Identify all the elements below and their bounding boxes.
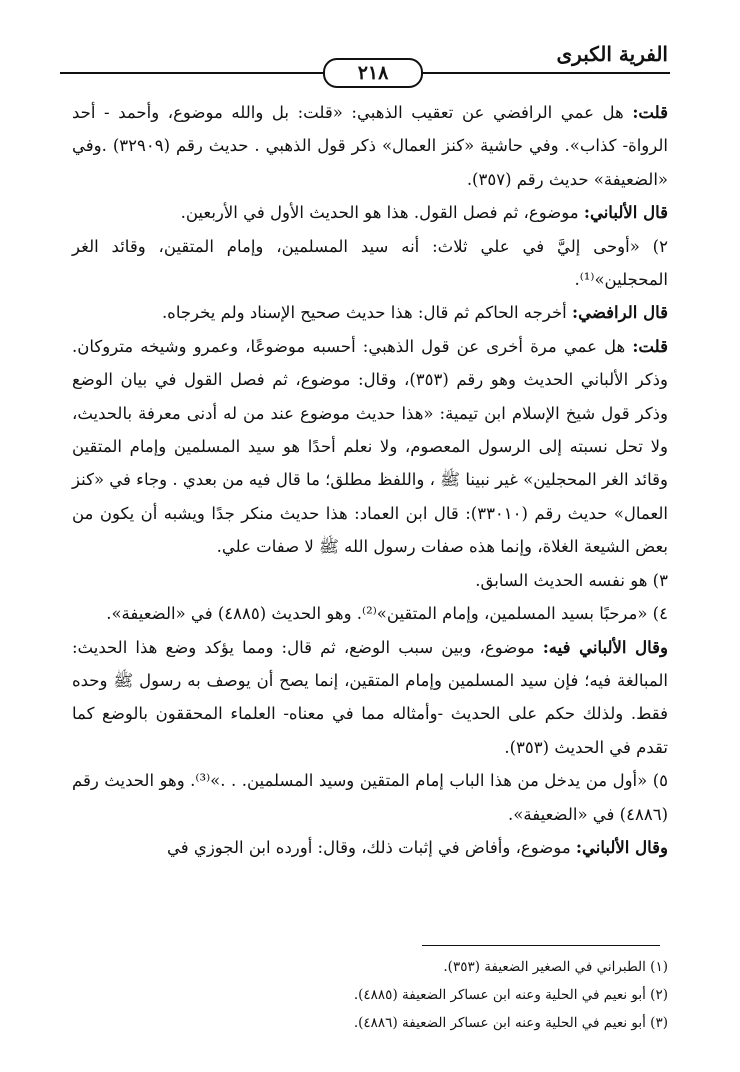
footnote-rule [422, 945, 660, 946]
speaker-label: قلت: [632, 103, 668, 122]
paragraph [72, 597, 668, 630]
paragraph [72, 831, 668, 864]
paragraph-text: ٤) «مرحبًا بسيد المسلمين، وإمام المتقين»⁽²⁾. وهو الحديث (٤٨٨٥) في «الضعيفة». [106, 604, 668, 624]
paragraph-text: ٥) «أول من يدخل من هذا الباب إمام المتقين وسيد المسلمين. . .»⁽³⁾. وهو الحديث رقم (٤٨٨٦) في «الضعيفة». [72, 771, 669, 824]
paragraph [72, 196, 668, 229]
paragraph [72, 230, 668, 297]
speaker-label: وقال الألباني فيه: [542, 637, 668, 657]
paragraph-text: ٢) «أوحى إليَّ في علي ثلاث: أنه سيد المسلمين، وإمام المتقين، وقائد الغر المحجلين»⁽¹⁾. [72, 236, 668, 290]
footnote: (٢) أبو نعيم في الحلية وعنه ابن عساكر الضعيفة (٤٨٨٥). [353, 987, 668, 1003]
page-number: ٢١٨ [323, 58, 423, 88]
paragraph-text: أخرجه الحاكم ثم قال: هذا حديث صحيح الإسناد ولم يخرجاه. [161, 303, 572, 323]
footnotes [72, 953, 668, 1037]
speaker-label: قال الألباني: [583, 203, 668, 223]
paragraph [72, 330, 668, 564]
speaker-label: وقال الألباني: [575, 837, 668, 857]
paragraph [72, 764, 668, 831]
paragraph-text: هل عمي الرافضي عن تعقيب الذهبي: «قلت: بل والله موضوع، وأحمد - أحد الرواة- كذاب». وفي حاشية «كنز العمال» ذكر قول الذهبي . حديث رقم (٣٢٩٠٩) .وفي «الضعيفة» حديث رقم (٣٥٧). [72, 103, 668, 189]
footnote: (١) الطبراني في الصغير الضعيفة (٣٥٣). [443, 959, 668, 975]
paragraph [72, 296, 668, 329]
main-text [72, 96, 668, 864]
speaker-label: قال الرافضي: [572, 303, 668, 323]
paragraph-text: موضوع، ثم فصل القول. هذا هو الحديث الأول في الأربعين. [180, 203, 584, 223]
paragraph [72, 631, 668, 765]
speaker-label: قلت: [632, 336, 668, 356]
running-header-title: الفرية الكبرى [556, 42, 668, 66]
paragraph-text: موضوع، وبين سبب الوضع، ثم قال: ومما يؤكد وضع هذا الحديث: المبالغة فيه؛ فإن سيد المسلمين وإمام المتقين، إنما يصح أن يوصف به رسول ﷺ وحده فقط. ولذلك حكم على الحديث -وأمثاله مما في معناه- العلماء المحققون بالوضع كما تقدم في الحديث (٣٥٣). [72, 637, 668, 757]
paragraph [72, 96, 668, 196]
paragraph-text: هل عمي مرة أخرى عن قول الذهبي: أحسبه موضوعًا، وعمرو وشيخه متروكان. وذكر الألباني الحديث وهو رقم (٣٥٣)، وقال: موضوع، ثم فصل القول في بيان الوضع وذكر قول شيخ الإسلام ابن تيمية: «هذا حديث موضوع عند من له أدنى معرفة بالحديث، ولا تحل نسبته إلى الرسول المعصوم، ولا نعلم أحدًا هو سيد المسلمين وإمام المتقين وقائد الغر المحجلين» غير نبينا ﷺ ، واللفظ مطلق؛ ما قال فيه من بعدي . وجاء في «كنز العمال» حديث رقم (٣٣٠١٠): قال ابن العماد: هذا حديث منكر جدًا ويشبه أن يكون من بعض الشيعة الغلاة، وإنما هذه صفات رسول الله ﷺ لا صفات علي. [72, 336, 668, 557]
paragraph-text: موضوع، وأفاض في إثبات ذلك، وقال: أورده ابن الجوزي في [167, 837, 576, 857]
paragraph [72, 564, 668, 597]
footnote: (٣) أبو نعيم في الحلية وعنه ابن عساكر الضعيفة (٤٨٨٦). [353, 1015, 668, 1031]
paragraph-text: ٣) هو نفسه الحديث السابق. [475, 570, 668, 590]
